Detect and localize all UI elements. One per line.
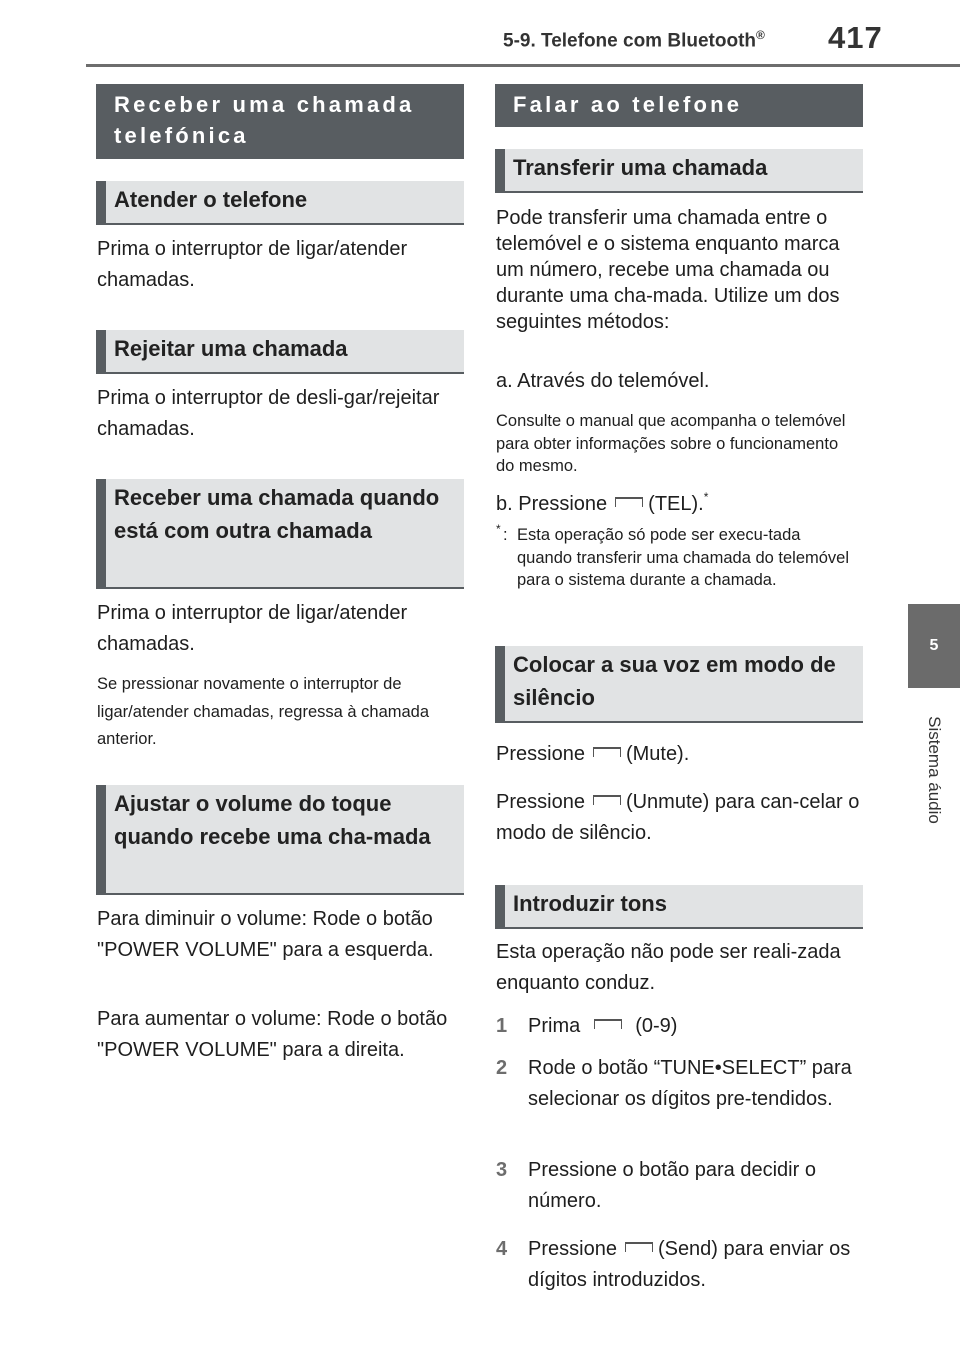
chapter-header-title: 5-9. Telefone com Bluetooth® — [503, 28, 765, 52]
call-waiting-note: Se pressionar novamente o interruptor de ligar/atender chamadas, regressa à chamada anterior. — [97, 675, 430, 748]
transfer-footnote: * : Esta operação só pode ser execu-tada quando transferir uma chamada do telemóvel para o sistema durante a chamada. — [496, 522, 850, 589]
tel-button-icon — [615, 497, 643, 507]
transfer-method-b: b. Pressione (TEL).* — [496, 490, 709, 515]
mute-button-icon — [593, 747, 621, 757]
tones-step-4: 4 Pressione (Send) para enviar os dígitos introduzidos. — [496, 1238, 851, 1291]
subsection-ringtone-volume: Ajustar o volume do toque quando recebe uma cha-mada — [96, 785, 464, 895]
volume-down-instructions: Para diminuir o volume: Rode o botão "POWER VOLUME" para a esquerda. — [97, 908, 434, 961]
subsection-transfer-call: Transferir uma chamada — [495, 149, 863, 193]
subsection-answer-phone: Atender o telefone — [96, 181, 464, 225]
volume-up-instructions: Para aumentar o volume: Rode o botão "POWER VOLUME" para a direita. — [97, 1008, 448, 1061]
reject-instructions: Prima o interruptor de desli-gar/rejeitar chamadas. — [97, 387, 440, 440]
digit-button-icon — [594, 1019, 622, 1029]
page-header — [0, 0, 960, 70]
transfer-method-a: a. Através do telemóvel. — [496, 370, 710, 392]
subsection-call-waiting: Receber uma chamada quando está com outra chamada — [96, 479, 464, 589]
tones-step-1: 1 Prima (0-9) — [496, 1015, 678, 1037]
tones-step-2: 2 Rode o botão “TUNE•SELECT” para selecionar os dígitos pre-tendidos. — [496, 1057, 852, 1110]
send-button-icon — [625, 1242, 653, 1252]
subsection-mute-voice: Colocar a sua voz em modo de silêncio — [495, 646, 863, 723]
answer-instructions: Prima o interruptor de ligar/atender chamadas. — [97, 238, 408, 291]
tones-intro: Esta operação não pode ser reali-zada enquanto conduz. — [496, 941, 841, 994]
transfer-instructions: Pode transferir uma chamada entre o telemóvel e o sistema enquanto marca um número, recebe uma chamada ou durante uma cha-mada. Utilize um dos seguintes métodos: — [496, 207, 840, 333]
subsection-enter-tones: Introduzir tons — [495, 885, 863, 929]
unmute-button-icon — [593, 795, 621, 805]
chapter-tab-label: Sistema áudio — [925, 716, 944, 824]
call-waiting-instructions: Prima o interruptor de ligar/atender chamadas. — [97, 602, 408, 655]
header-divider — [86, 64, 960, 67]
mute-instructions: Pressione (Mute). — [496, 743, 690, 765]
chapter-tab[interactable]: 5 — [908, 604, 960, 688]
section-title-receive-call: Receber uma chamada telefónica — [96, 84, 464, 159]
page-number: 417 — [828, 20, 883, 55]
section-title-talk-on-phone: Falar ao telefone — [495, 84, 863, 127]
unmute-instructions: Pressione (Unmute) para can-celar o modo de silêncio. — [496, 791, 860, 844]
transfer-method-a-note: Consulte o manual que acompanha o telemóvel para obter informações sobre o funcionamento do mesmo. — [496, 412, 846, 475]
subsection-reject-call: Rejeitar uma chamada — [96, 330, 464, 374]
tones-step-3: 3 Pressione o botão para decidir o número. — [496, 1159, 816, 1212]
